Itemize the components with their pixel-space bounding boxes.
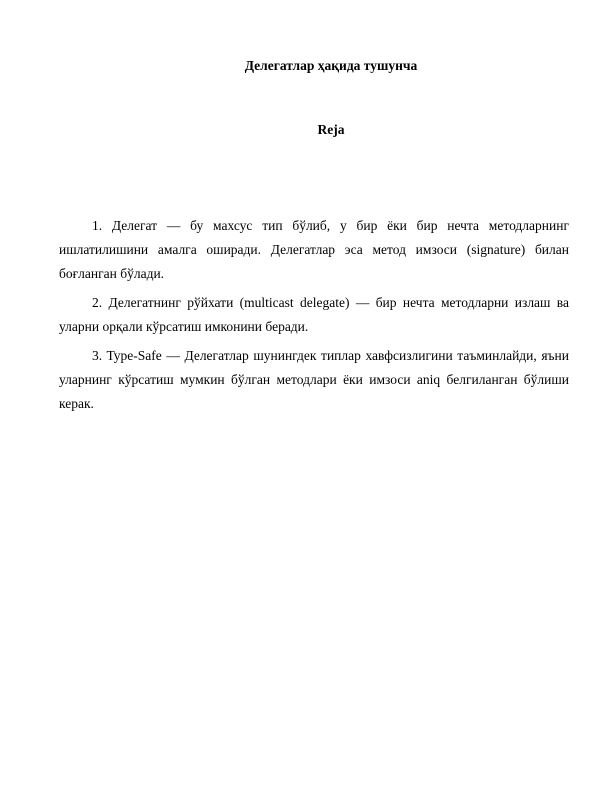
paragraph-2: 2. Делегатнинг рўйхати (multicast delegate) — бир нечта методларни излаш ва уларни орқали кўрсатиш имконини беради.: [59, 295, 569, 334]
document-body: [59, 214, 569, 421]
document-title: Делегатлар ҳақида тушунча: [244, 58, 418, 73]
section-heading: Reja: [317, 122, 345, 137]
paragraph-3: 3. Type-Safe — Делегатлар шунингдек типлар хавфсизлигини таъминлайди, яъни уларнинг кўрсатиш мумкин бўлган методлари ёки имзоси aniq белгиланган бўлиши керак.: [59, 348, 569, 411]
paragraph-1: 1. Делегат — бу махсус тип бўлиб, у бир ёки бир нечта методларнинг ишлатилишини амалга оширади. Делегатлар эса метод имзоси (signature) билан боғланган бўлади.: [59, 218, 569, 281]
